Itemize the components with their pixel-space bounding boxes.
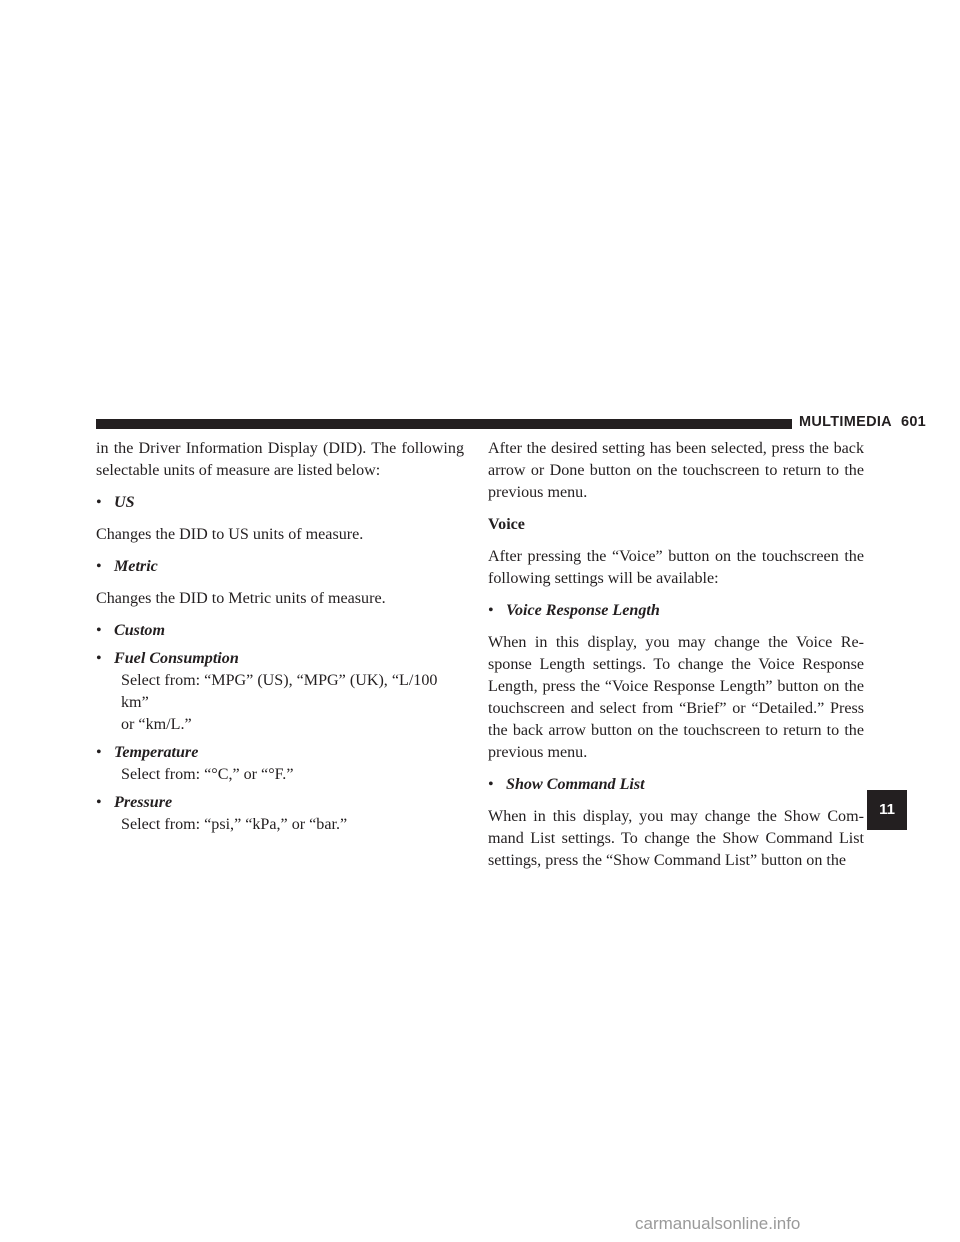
bullet-dot: • [96,494,102,511]
section-title: MULTIMEDIA [799,414,892,430]
bullet-temperature [96,742,464,764]
show-command-paragraph: When in this display, you may change the Show Com-mand List settings. To change the Show Command List settings, press the “Show Command List” button on the [488,808,864,869]
bullet-dot: • [488,776,494,793]
metric-description: Changes the DID to Metric units of measure. [96,590,386,607]
page-number: 601 [900,414,927,430]
voice-intro-paragraph: After pressing the “Voice” button on the touchscreen the following settings will be available: [488,548,864,587]
bullet-dot: • [96,744,102,761]
bullet-dot: • [96,622,102,639]
chapter-tab: 11 [867,790,907,830]
voice-response-paragraph: When in this display, you may change the Voice Re-sponse Length settings. To change the Voice Response Length, press the “Voice Response Length” button on the touchscreen and select from “Brief” or “Detailed.” Press the back arrow button on the touchscreen to return to the previous menu. [488,634,864,761]
fuel-description-line-2: or “km/L.” [121,716,192,733]
bullet-label-voice-response: Voice Response Length [506,602,660,619]
us-description: Changes the DID to US units of measure. [96,526,364,543]
bullet-show-command-list [488,774,864,796]
bullet-pressure [96,792,464,814]
bullet-label-pressure: Pressure [114,794,173,811]
watermark: carmanualsonline.info [635,1214,801,1233]
bullet-us [96,492,464,514]
intro-paragraph: in the Driver Information Display (DID). The following selectable units of measure are listed below: [96,440,464,479]
bullet-label-custom: Custom [114,622,165,639]
fuel-description-line-1: Select from: “MPG” (US), “MPG” (UK), “L/100 km” [121,672,438,711]
bullet-metric [96,556,464,578]
bullet-dot: • [96,558,102,575]
bullet-fuel-consumption [96,648,464,670]
right-column [488,438,864,882]
running-header [799,411,926,433]
bullet-dot: • [96,650,102,667]
bullet-label-us: US [114,494,135,511]
bullet-label-metric: Metric [114,558,158,575]
bullet-custom [96,620,464,642]
after-setting-paragraph: After the desired setting has been selected, press the back arrow or Done button on the touchscreen to return to the previous menu. [488,440,864,501]
temperature-description: Select from: “°C,” or “°F.” [121,766,294,783]
left-column [96,438,464,842]
bullet-voice-response-length [488,600,864,622]
voice-heading: Voice [488,516,525,533]
bullet-dot: • [488,602,494,619]
header-rule [96,419,792,429]
bullet-dot: • [96,794,102,811]
bullet-label-show-command: Show Command List [506,776,645,793]
pressure-description: Select from: “psi,” “kPa,” or “bar.” [121,816,348,833]
bullet-label-fuel: Fuel Consumption [114,650,239,667]
bullet-label-temperature: Temperature [114,744,199,761]
